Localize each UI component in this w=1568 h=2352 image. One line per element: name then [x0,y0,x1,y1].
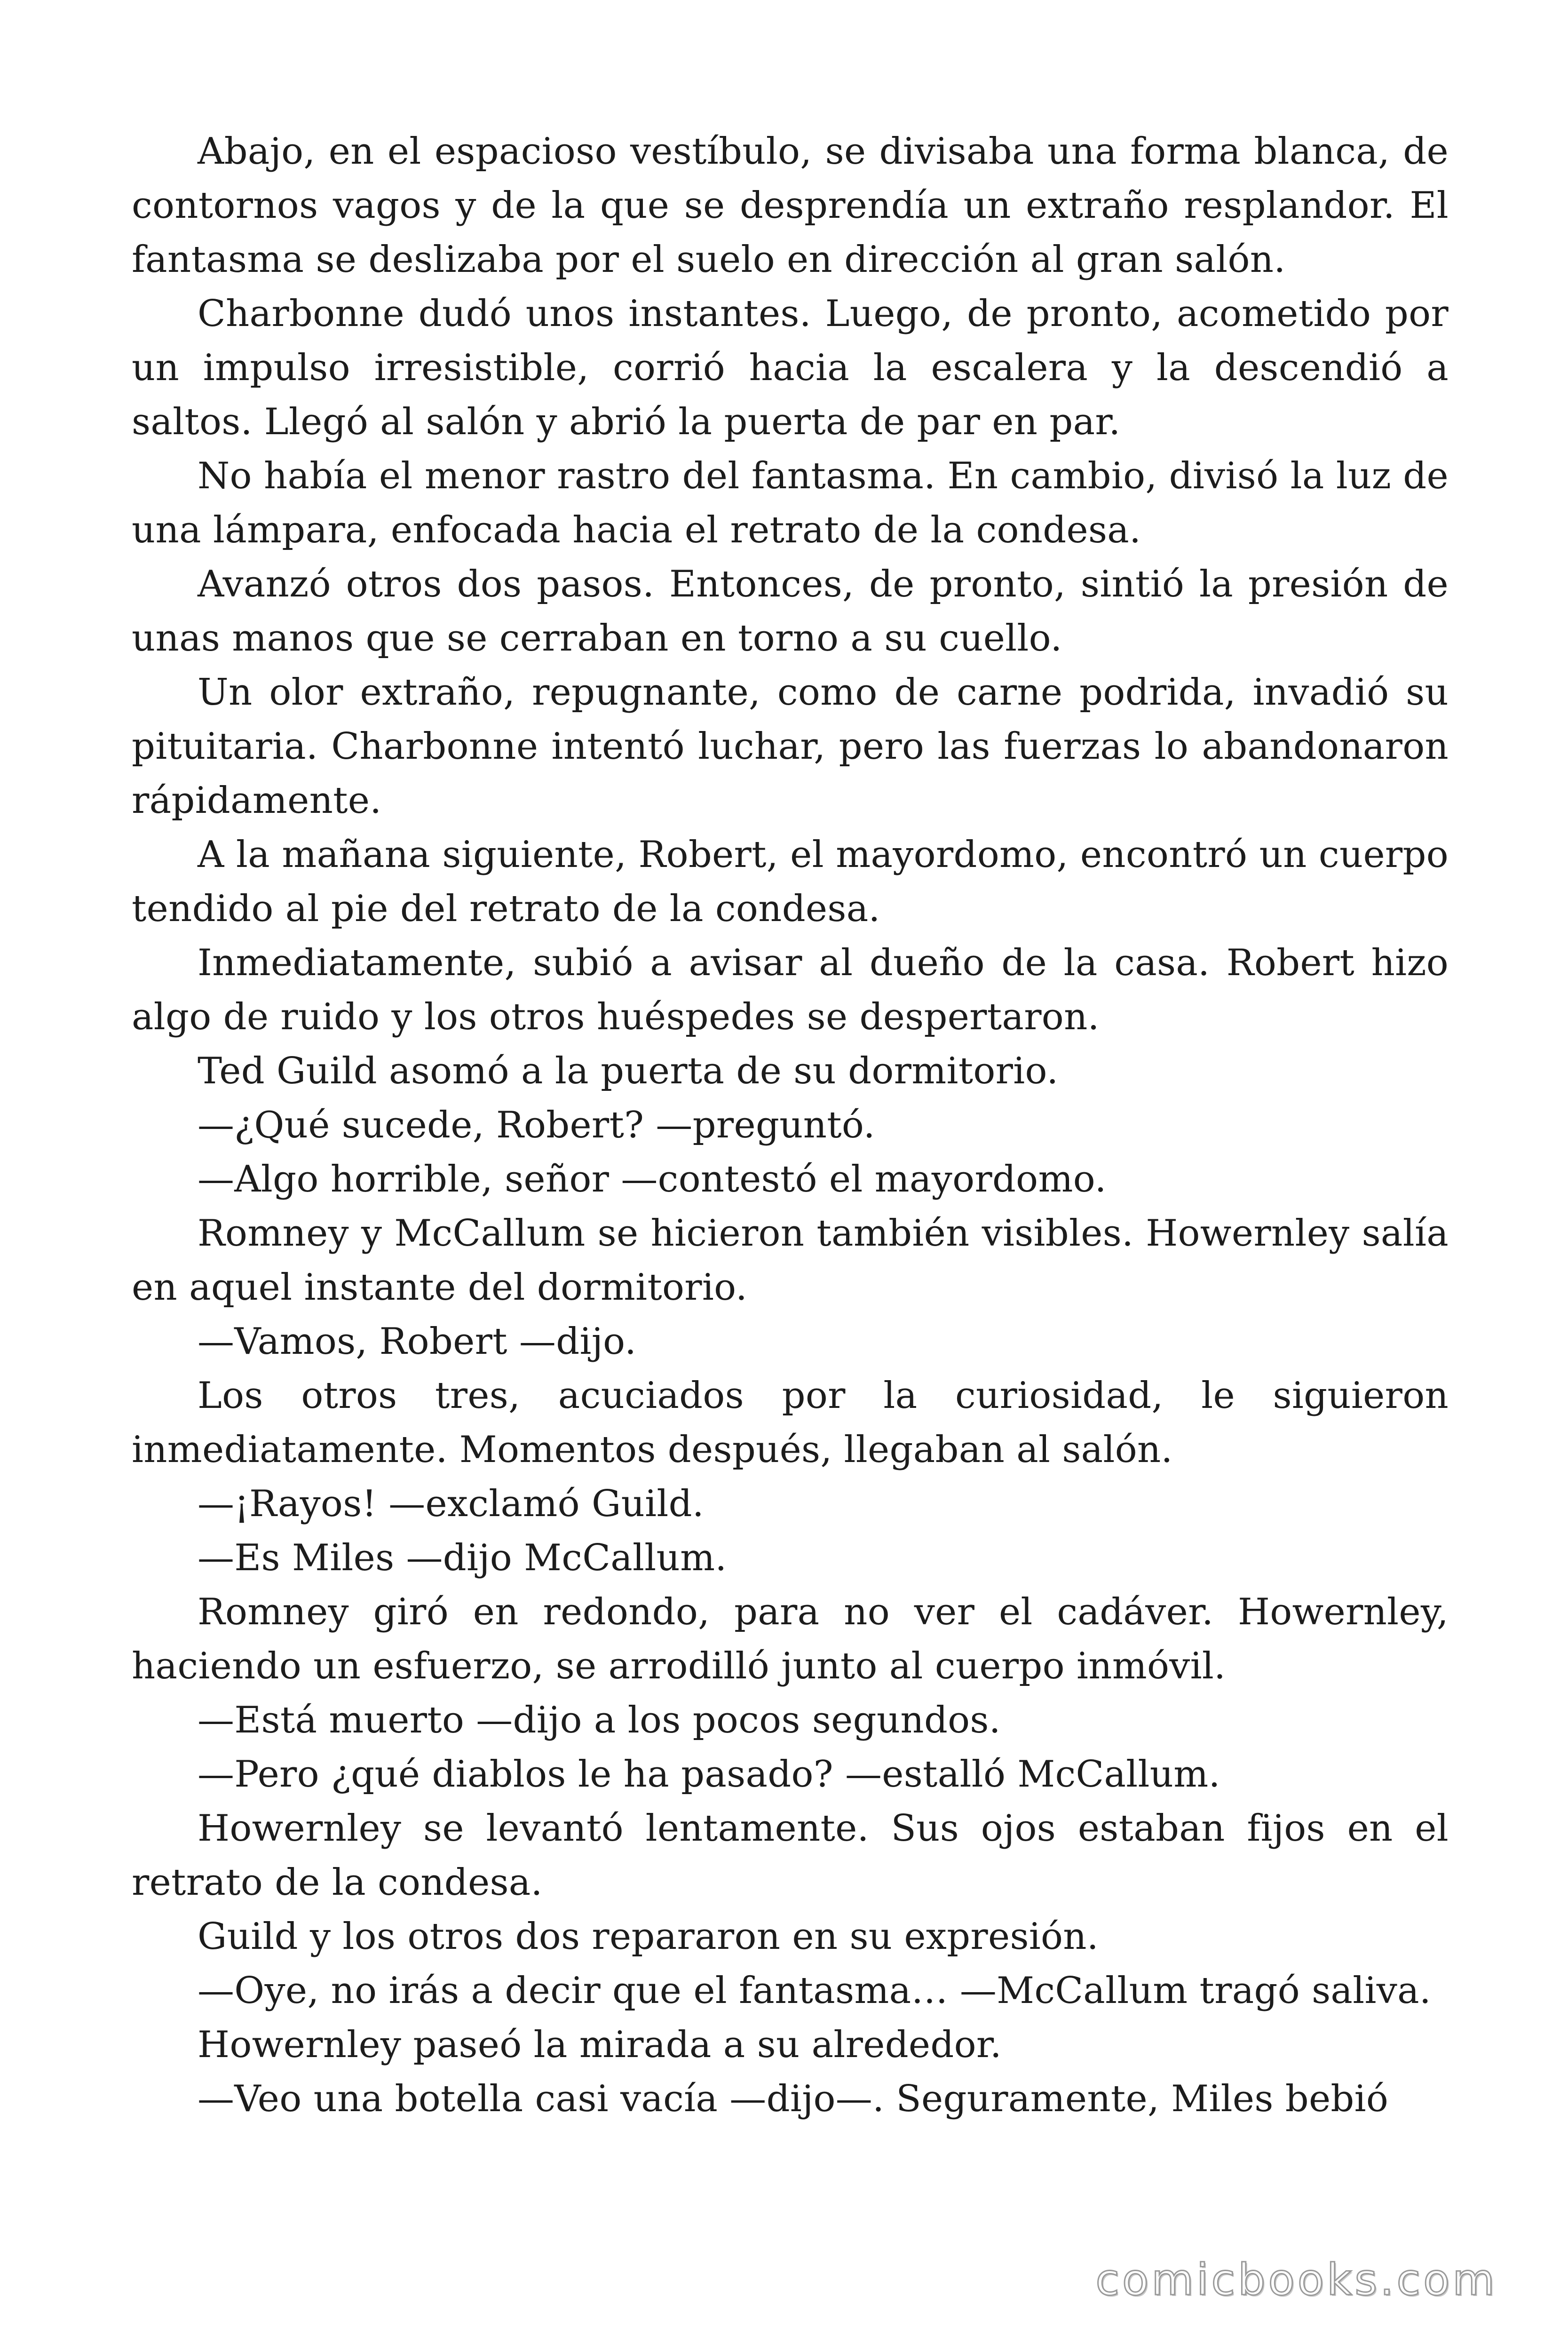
paragraph: Inmediatamente, subió a avisar al dueño de la casa. Robert hizo algo de ruido y los otros huéspedes se despertaron. [132,942,1449,1038]
paragraph: Un olor extraño, repugnante, como de carne podrida, invadió su pituitaria. Charbonne intentó luchar, pero las fuerzas lo abandonaron rápidamente. [132,671,1449,822]
paragraph: Guild y los otros dos repararon en su expresión. [198,1915,1099,1958]
paragraph: Howernley se levantó lentamente. Sus ojos estaban fijos en el retrato de la condesa. [132,1807,1449,1904]
paragraph: A la mañana siguiente, Robert, el mayordomo, encontró un cuerpo tendido al pie del retrato de la condesa. [132,834,1449,930]
paragraph: Avanzó otros dos pasos. Entonces, de pronto, sintió la presión de unas manos que se cerraban en torno a su cuello. [132,563,1449,660]
paragraph: Ted Guild asomó a la puerta de su dormitorio. [198,1050,1059,1092]
paragraph: Charbonne dudó unos instantes. Luego, de pronto, acometido por un impulso irresistible, corrió hacia la escalera y la descendió a saltos. Llegó al salón y abrió la puerta de par en par. [132,293,1449,443]
paragraph: Abajo, en el espacioso vestíbulo, se divisaba una forma blanca, de contornos vagos y de la que se desprendía un extraño resplandor. El fantasma se deslizaba por el suelo en dirección al gran salón. [132,130,1449,281]
paragraph: Los otros tres, acuciados por la curiosidad, le siguieron inmediatamente. Momentos después, llegaban al salón. [132,1375,1449,1471]
paragraph: —Es Miles —dijo McCallum. [198,1537,727,1579]
page-text [132,125,1449,2126]
paragraph: —Veo una botella casi vacía —dijo—. Seguramente, Miles bebió [198,2078,1389,2120]
paragraph: —Vamos, Robert —dijo. [198,1320,637,1363]
paragraph: Romney y McCallum se hicieron también visibles. Howernley salía en aquel instante del dormitorio. [132,1212,1449,1309]
paragraph: —¿Qué sucede, Robert? —preguntó. [198,1104,875,1146]
paragraph: Romney giró en redondo, para no ver el cadáver. Howernley, haciendo un esfuerzo, se arrodilló junto al cuerpo inmóvil. [132,1591,1449,1687]
paragraph: —Está muerto —dijo a los pocos segundos. [198,1699,1001,1741]
watermark-logo: comicbooks.com [1095,2255,1497,2305]
paragraph: —Pero ¿qué diablos le ha pasado? —estalló McCallum. [198,1753,1220,1796]
paragraph: —Oye, no irás a decir que el fantasma… —McCallum tragó saliva. [198,1970,1431,2012]
paragraph: No había el menor rastro del fantasma. En cambio, divisó la luz de una lámpara, enfocada hacia el retrato de la condesa. [132,455,1449,551]
paragraph: —Algo horrible, señor —contestó el mayordomo. [198,1158,1107,1200]
paragraph: —¡Rayos! —exclamó Guild. [198,1483,704,1525]
paragraph: Howernley paseó la mirada a su alrededor. [198,2024,1002,2066]
